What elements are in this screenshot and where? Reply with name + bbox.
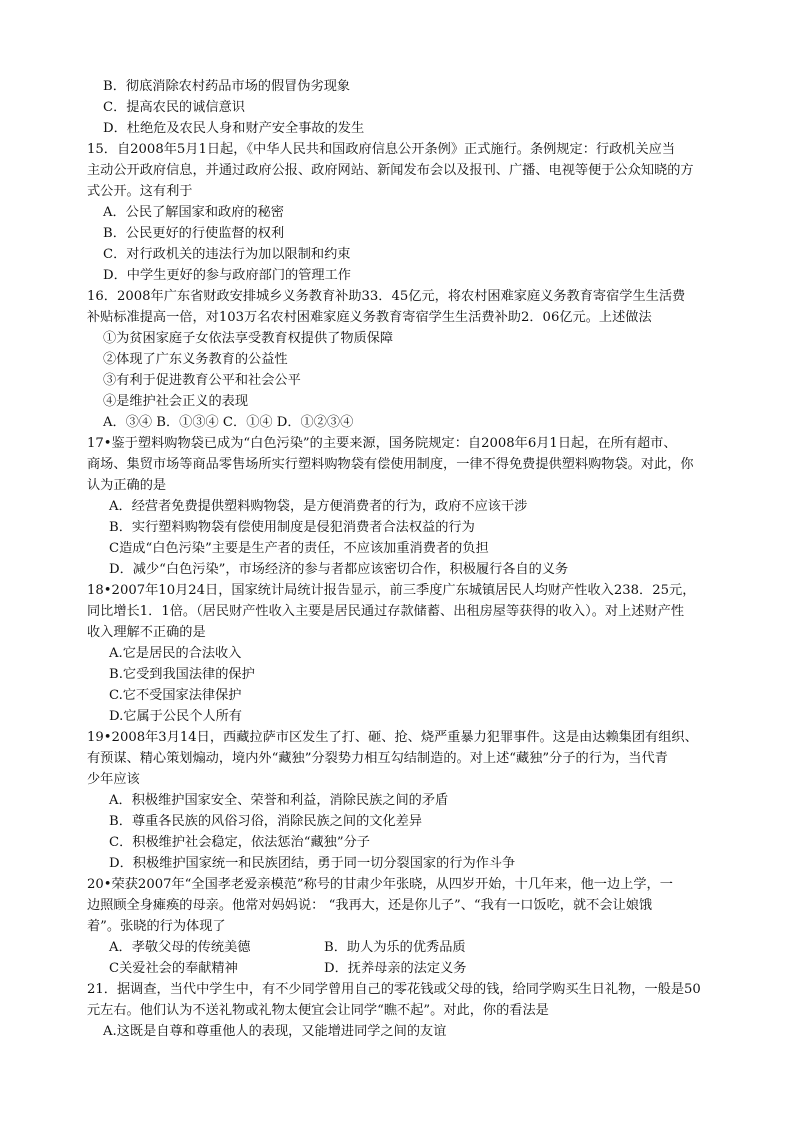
exam-page [87,76,712,1042]
text-line: D．杜绝危及农民人身和财产安全事故的发生 [103,121,365,136]
text-line: 少年应该 [87,772,140,787]
text-line: 认为正确的是 [87,478,167,493]
question-q20 [87,874,712,937]
q20-options [87,937,712,979]
option-item: B．助人为乐的优秀品质 [324,940,466,955]
text-line: D．中学生更好的参与政府部门的管理工作 [103,268,351,283]
text-line: D．积极维护国家统一和民族团结，勇于同一切分裂国家的行为作斗争 [109,856,516,871]
text-line: A．③④ B．①③④ C．①④ D．①②③④ [103,415,354,430]
text-line: ①为贫困家庭子女依法享受教育权提供了物质保障 [103,331,394,346]
option-row [87,958,712,979]
question-q17 [87,433,712,580]
text-line: 18•2007年10月24日，国家统计局统计报告显示，前三季度广东城镇居民人均财产性收入238．25元， [87,583,696,598]
question-q15 [87,139,712,286]
text-line: 着”。张晓的行为体现了 [87,919,226,934]
question-blocks [87,76,712,937]
option-item: C关爱社会的奉献精神 [109,961,238,976]
text-line: 商场、集贸市场等商品零售场所实行塑料购物袋有偿使用制度，一律不得免费提供塑料购物袋。对此，你 [87,457,694,472]
text-line: 有预谋、精心策划煽动，境内外“藏独”分裂势力相互勾结制造的。对上述“藏独”分子的行为，当代青 [87,751,668,766]
option-item: D．抚养母亲的法定义务 [324,961,467,976]
text-line: D．减少“白色污染”，市场经济的参与者都应该密切合作，积极履行各自的义务 [109,562,569,577]
option-item: A．孝敬父母的传统美德 [109,940,251,955]
text-line: C.它不受国家法律保护 [109,688,242,703]
text-line: ④是维护社会正义的表现 [103,394,249,409]
text-line: C造成“白色污染”主要是生产者的责任，不应该加重消费者的负担 [109,541,489,556]
text-line: C．积极维护社会稳定，依法惩治“藏独”分子 [109,835,370,850]
text-line: C．对行政机关的违法行为加以限制和约束 [103,247,351,262]
text-line: 20•荣获2007年“全国孝老爱亲模范”称号的甘肃少年张晓，从四岁开始，十几年来，他一边上学，一 [87,877,673,892]
text-line: A.这既是自尊和尊重他人的表现，又能增进同学之间的友谊 [103,1024,447,1039]
text-line: A．经营者免费提供塑料购物袋，是方便消费者的行为，政府不应该干涉 [109,499,528,514]
text-line: C．提高农民的诚信意识 [103,100,245,115]
text-line: 21．据调查，当代中学生中，有不少同学曾用自己的零花钱或父母的钱，给同学购买生日礼物，一般是50 [87,982,701,997]
text-line: 15．自2008年5月1日起，《中华人民共和国政府信息公开条例》正式施行。条例规定：行政机关应当 [87,142,676,157]
text-line: B．彻底消除农村药品市场的假冒伪劣现象 [103,79,351,94]
text-line: 元左右。他们认为不送礼物或礼物太便宜会让同学“瞧不起”。对此，你的看法是 [87,1003,549,1018]
question-q14-tail [87,76,712,139]
text-line: B．尊重各民族的风俗习俗，消除民族之间的文化差异 [109,814,423,829]
text-line: A．公民了解国家和政府的秘密 [103,205,284,220]
text-line: B．公民更好的行使监督的权利 [103,226,285,241]
option-row [87,937,712,958]
text-line: 式公开。这有利于 [87,184,193,199]
text-line: 边照顾全身瘫痪的母亲。他常对妈妈说： “我再大，还是你儿子”、“我有一口饭吃，就不会让娘饿 [87,898,653,913]
text-line: A.它是居民的合法收入 [109,646,242,661]
text-line: B．实行塑料购物袋有偿使用制度是侵犯消费者合法权益的行为 [109,520,475,535]
question-q19 [87,727,712,874]
text-line: 同比增长1．1倍。（居民财产性收入主要是居民通过存款储蓄、出租房屋等获得的收入）。对上述财产性 [87,604,685,619]
text-line: ②体现了广东义务教育的公益性 [103,352,288,367]
text-line: D.它属于公民个人所有 [109,709,242,724]
question-21 [87,979,712,1042]
text-line: B.它受到我国法律的保护 [109,667,255,682]
text-line: 收入理解不正确的是 [87,625,206,640]
text-line: 19•2008年3月14日，西藏拉萨市区发生了打、砸、抢、烧严重暴力犯罪事件。这是由达赖集团有组织、 [87,730,698,745]
text-line: 补贴标准提高一倍，对103万名农村困难家庭义务教育寄宿学生生活费补助2．06亿元。上述做法 [87,310,652,325]
text-line: 16．2008年广东省财政安排城乡义务教育补助33．45亿元，将农村困难家庭义务教育寄宿学生生活费 [87,289,686,304]
text-line: ③有利于促进教育公平和社会公平 [103,373,301,388]
text-line: A．积极维护国家安全、荣誉和利益，消除民族之间的矛盾 [109,793,449,808]
text-line: 17•鉴于塑料购物袋已成为“白色污染”的主要来源，国务院规定：自2008年6月1日起，在所有超市、 [87,436,677,451]
text-line: 主动公开政府信息，并通过政府公报、政府网站、新闻发布会以及报刊、广播、电视等便于公众知晓的方 [87,163,694,178]
question-q16 [87,286,712,433]
question-q18 [87,580,712,727]
